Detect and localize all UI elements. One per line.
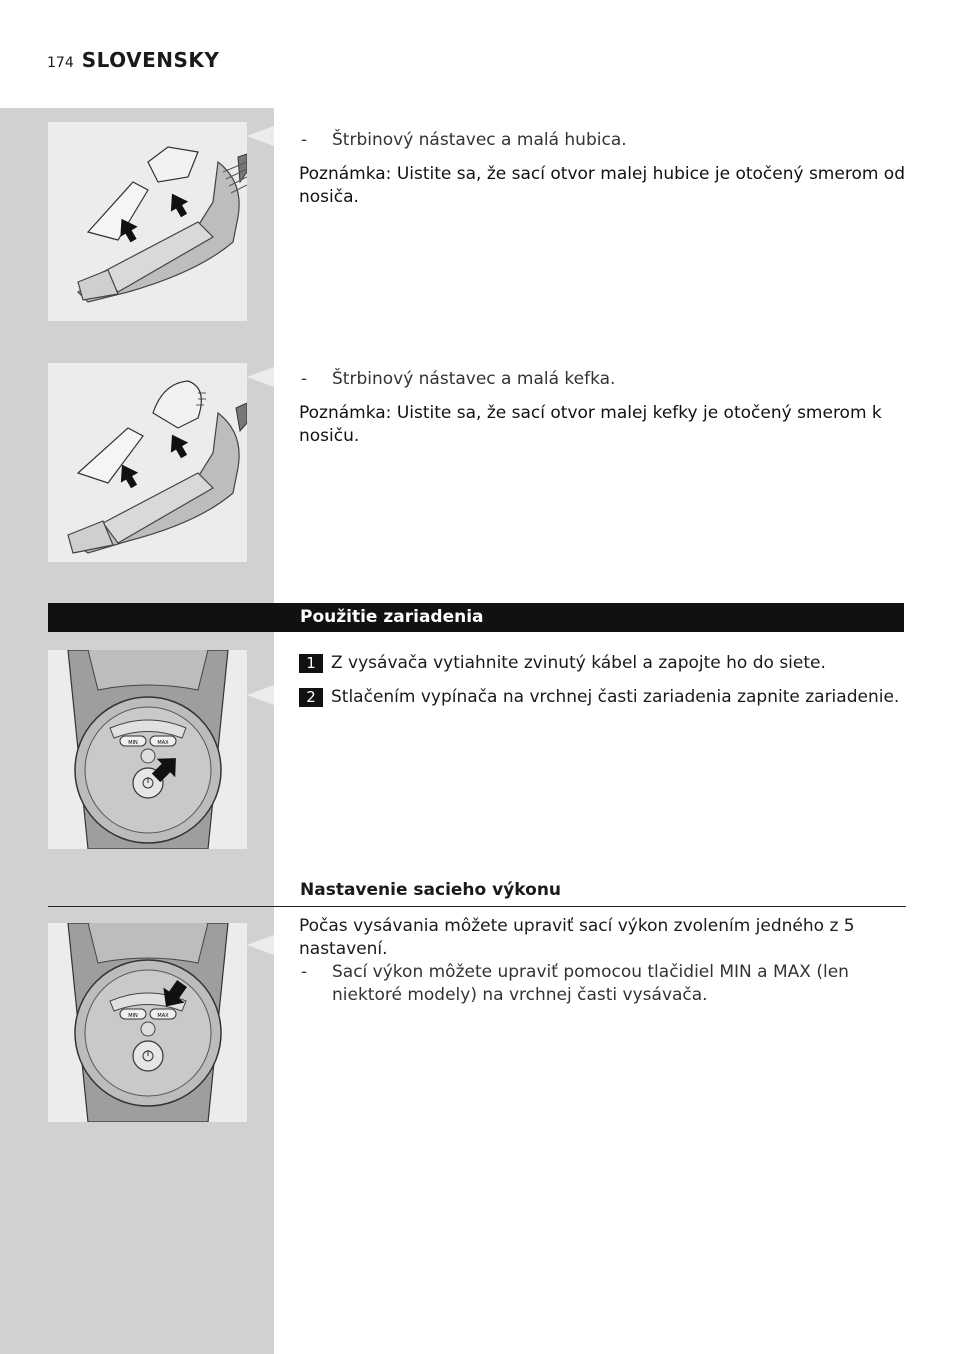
note-text: Poznámka: Uistite sa, že sací otvor malej hubice je otočený smerom od nosiča.	[299, 164, 905, 207]
note-text: Poznámka: Uistite sa, že sací otvor malej kefky je otočený smerom k nosiču.	[299, 403, 882, 446]
section-heading-bar	[48, 603, 904, 632]
min-label: MIN	[128, 740, 138, 746]
step-number: 2	[299, 688, 323, 707]
figure-pointer	[247, 367, 274, 387]
divider	[48, 906, 906, 907]
page-header	[47, 48, 219, 74]
figure-power-switch	[48, 650, 247, 849]
figure-crevice-nozzle	[48, 122, 247, 321]
figure-pointer	[247, 935, 274, 955]
max-label: MAX	[157, 1013, 169, 1019]
figure-pointer	[247, 685, 274, 705]
page-number: 174	[47, 55, 74, 71]
figure-crevice-brush	[48, 363, 247, 562]
step-item	[299, 652, 905, 675]
bullet-dash: -	[301, 130, 308, 150]
subheading: Nastavenie sacieho výkonu	[300, 880, 562, 900]
section-title: SLOVENSKY	[81, 48, 220, 72]
bullet-dash: -	[301, 962, 308, 982]
list-item	[299, 961, 905, 1007]
bullet-text: Štrbinový nástavec a malá hubica.	[332, 130, 627, 150]
max-label: MAX	[157, 740, 169, 746]
step-text: Z vysávača vytiahnite zvinutý kábel a zapojte ho do siete.	[331, 653, 826, 673]
bullet-dash: -	[301, 369, 308, 389]
figure-pointer	[247, 126, 274, 146]
block-crevice-brush	[299, 368, 905, 448]
list-item	[299, 368, 905, 391]
paragraph: Počas vysávania môžete upraviť sací výkon zvolením jedného z 5 nastavení.	[299, 916, 855, 959]
bullet-text: Sací výkon môžete upraviť pomocou tlačidiel MIN a MAX (len niektoré modely) na vrchnej časti vysávača.	[332, 962, 849, 1005]
block-suction-power	[299, 915, 905, 1007]
block-crevice-nozzle	[299, 129, 905, 209]
step-text: Stlačením vypínača na vrchnej časti zariadenia zapnite zariadenie.	[331, 687, 900, 707]
list-item	[299, 129, 905, 152]
bullet-text: Štrbinový nástavec a malá kefka.	[332, 369, 616, 389]
step-item	[299, 686, 905, 709]
usage-steps	[299, 652, 905, 720]
section-heading: Použitie zariadenia	[300, 607, 484, 627]
min-label: MIN	[128, 1013, 138, 1019]
figure-suction-buttons	[48, 923, 247, 1122]
step-number: 1	[299, 654, 323, 673]
